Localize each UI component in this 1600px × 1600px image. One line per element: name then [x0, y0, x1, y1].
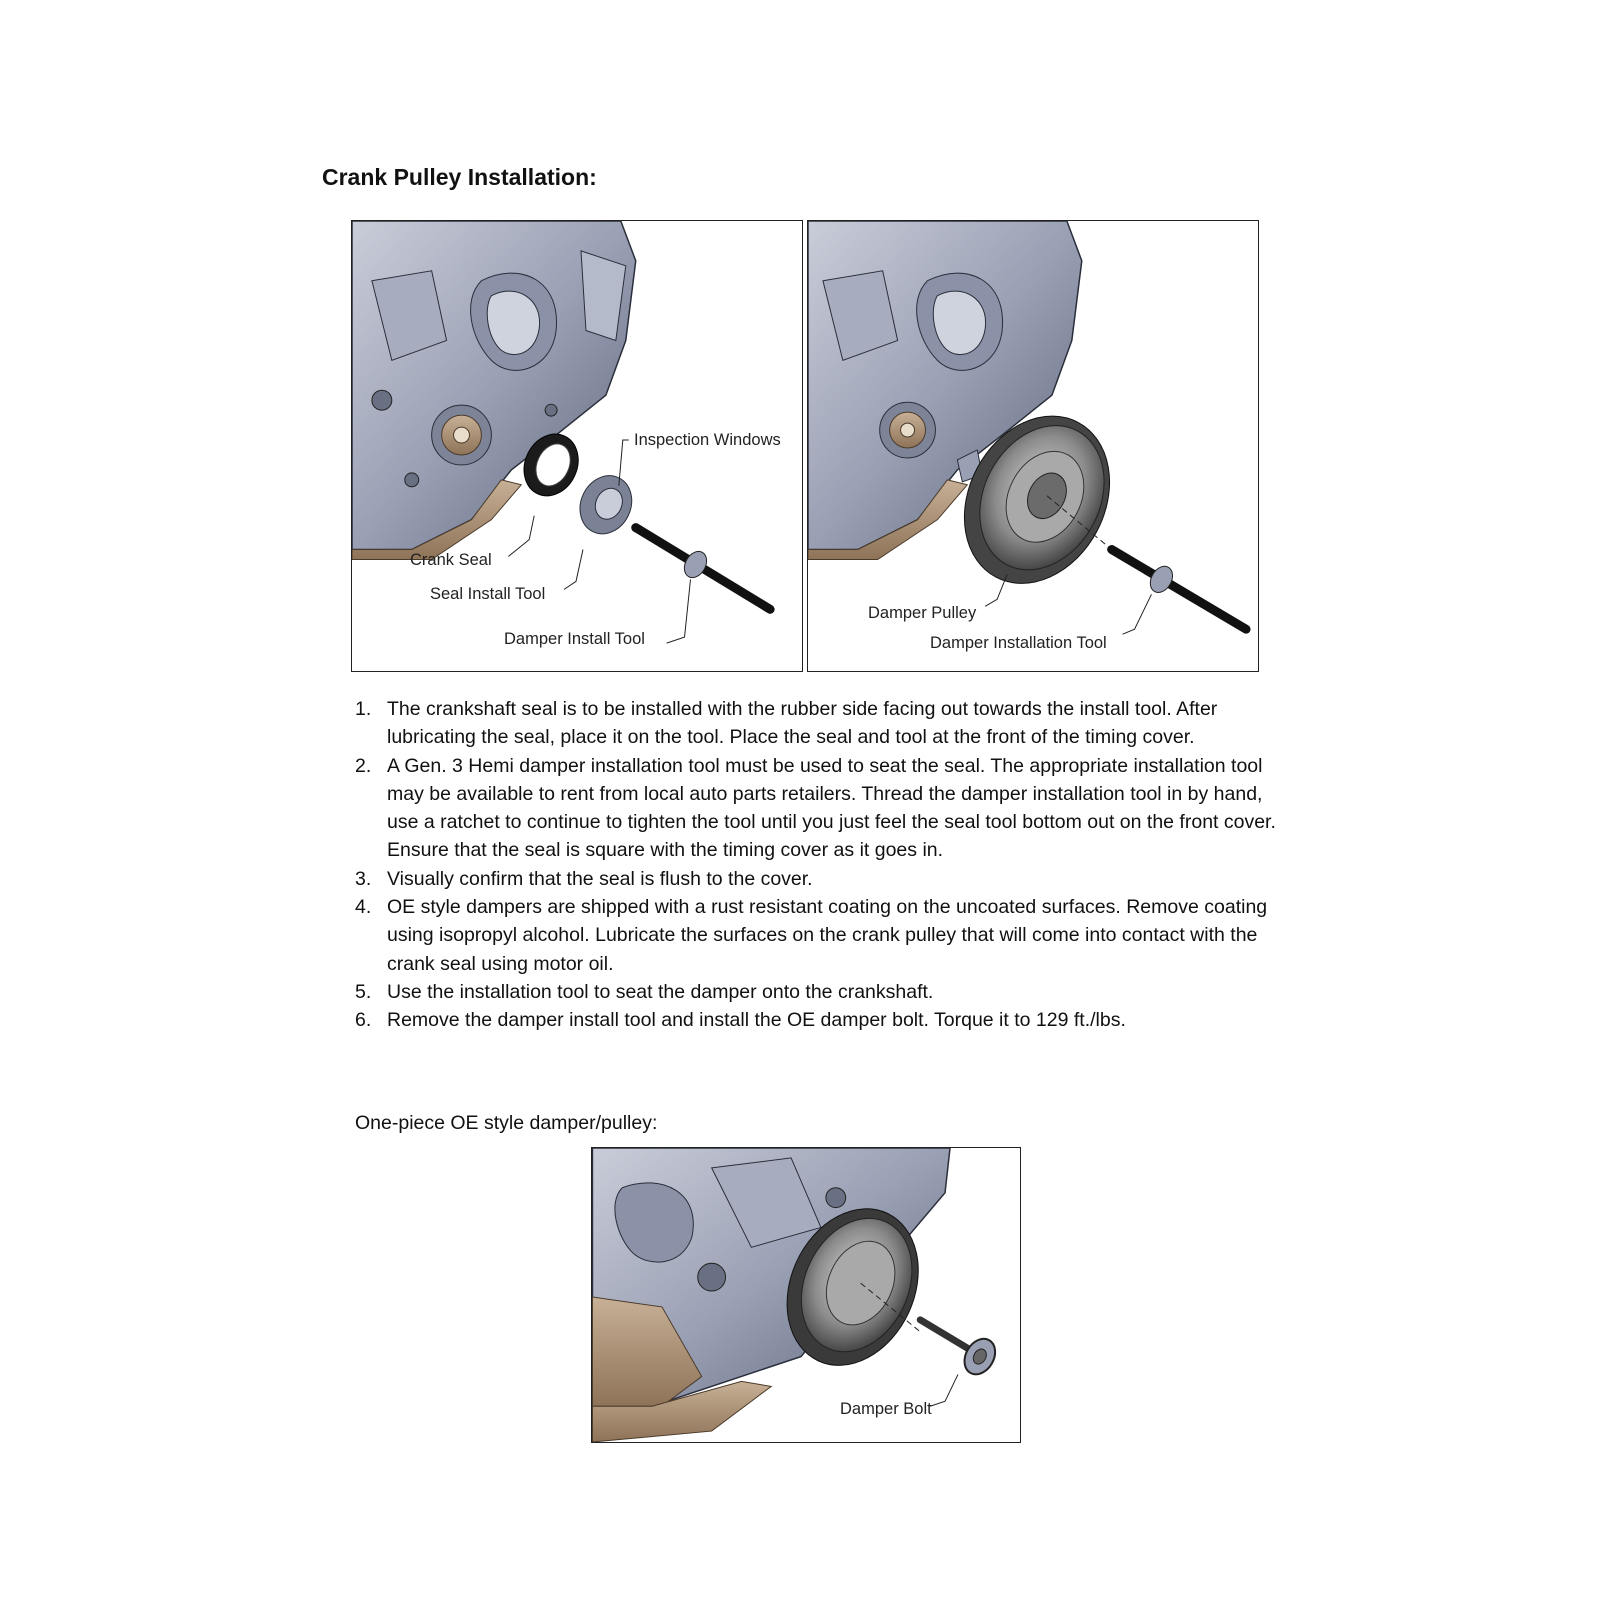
damper-bolt-label: Damper Bolt [840, 1400, 932, 1418]
seal-installation-figure [351, 220, 803, 672]
engine-bolt-illustration [592, 1148, 1020, 1442]
damper-pulley-figure [807, 220, 1259, 672]
damper-installation-tool-label: Damper Installation Tool [930, 634, 1107, 652]
list-item: 4. OE style dampers are shipped with a rust resistant coating on the uncoated surfaces. Remove coating using isopropyl alcohol. Lubricate the surfaces on the crank pulley that will come into contact with the crank seal using motor oil. [355, 896, 1268, 975]
damper-install-tool-label: Damper Install Tool [504, 630, 645, 648]
damper-subheading: One-piece OE style damper/pulley: [355, 1112, 658, 1134]
list-item: 3. Visually confirm that the seal is flush to the cover. [355, 867, 813, 890]
inspection-windows-label: Inspection Windows [634, 431, 781, 449]
crank-seal-label: Crank Seal [410, 551, 492, 569]
list-item: 1. The crankshaft seal is to be installed with the rubber side facing out towards the install tool. After lubricating the seal, place it on the tool. Place the seal and tool at the front of the timing cover. [355, 698, 1218, 749]
list-item: 5. Use the installation tool to seat the damper onto the crankshaft. [355, 980, 934, 1003]
seal-install-tool-label: Seal Install Tool [430, 585, 546, 603]
damper-pulley-label: Damper Pulley [868, 604, 977, 622]
page-title: Crank Pulley Installation: [322, 164, 597, 190]
damper-bolt-figure [591, 1147, 1021, 1443]
list-item: 6. Remove the damper install tool and install the OE damper bolt. Torque it to 129 ft./lbs. [355, 1009, 1126, 1032]
instruction-steps [355, 695, 1295, 1035]
list-item: 2. A Gen. 3 Hemi damper installation tool must be used to seat the seal. The appropriate installation tool may be available to rent from local auto parts retailers. Thread the damper installation tool in by hand, use a ratchet to continue to tighten the tool until you just feel the seal tool bottom out on the front cover. Ensure that the seal is square with the timing cover as it goes in. [355, 754, 1276, 862]
